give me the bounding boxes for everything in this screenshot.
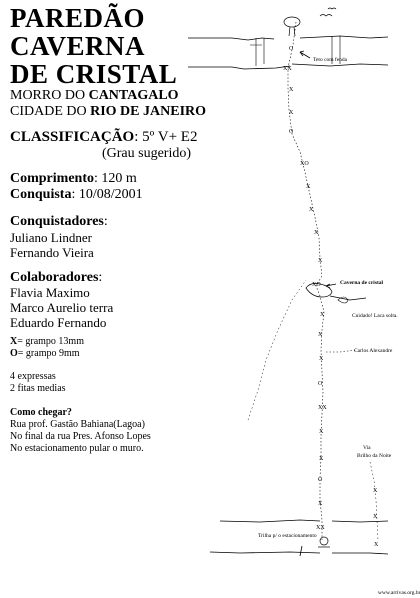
bolt-x: X xyxy=(318,258,323,264)
brilho-route-line xyxy=(370,462,378,540)
conqueror-name: Fernando Vieira xyxy=(10,245,94,260)
directions-line: No final da rua Pres. Afonso Lopes xyxy=(10,431,151,442)
title-line-3: DE CRISTAL xyxy=(10,59,178,89)
legend-text: = grampo 9mm xyxy=(17,348,80,359)
collaborators-suffix: : xyxy=(98,270,103,285)
conqueror-name: Juliano Lindner xyxy=(10,230,92,245)
legend-text: = grampo 13mm xyxy=(17,336,84,347)
bolt-x: X xyxy=(320,312,325,318)
neighbor-route-line xyxy=(326,350,356,352)
collaborators-label: Colaboradores xyxy=(10,270,99,285)
collaborator-name: Flavia Maximo xyxy=(10,285,90,300)
directions-heading: Como chegar? xyxy=(10,407,72,418)
bolt-x: X xyxy=(306,184,311,190)
length-label: Comprimento xyxy=(10,171,94,186)
title-line-1: PAREDÃO xyxy=(10,3,145,33)
bolt-x: X xyxy=(319,356,324,362)
conquerors-suffix: : xyxy=(103,214,108,229)
ascent-value: : 10/08/2001 xyxy=(71,187,143,202)
directions-line: No estacionamento pular o muro. xyxy=(10,443,144,454)
label-loose-rock: Cuidado! Laca solta. xyxy=(352,313,398,319)
bolt-o: O xyxy=(318,477,323,483)
gear-item: 4 expressas xyxy=(10,371,56,382)
bolt-x: X xyxy=(319,456,324,462)
bolt-x: X xyxy=(314,230,319,236)
label-via: Via xyxy=(363,445,371,451)
bolt-o: O xyxy=(318,381,323,387)
tree-icon xyxy=(284,17,300,36)
bolt-o: O xyxy=(289,129,294,135)
location-city: RIO DE JANEIRO xyxy=(90,104,207,119)
approach-path xyxy=(248,280,306,420)
bolt-x: X xyxy=(319,429,324,435)
birds-icon xyxy=(320,8,336,16)
bolt-x: X xyxy=(373,514,378,520)
bolt-xx: XX xyxy=(316,525,325,531)
label-roof-crack: Teto com fenda xyxy=(313,57,348,63)
label-carlos: Carlos Alexandre xyxy=(354,348,393,354)
credit-text: www.arrivas.org.br xyxy=(378,590,420,596)
bolt-x: X xyxy=(318,332,323,338)
bolt-xx: XX xyxy=(318,405,327,411)
classification-label: CLASSIFICAÇÃO xyxy=(10,129,135,145)
bolt-xo: XO xyxy=(312,282,321,288)
legend-symbol: O xyxy=(10,348,18,359)
classification-value: : 5º V+ E2 xyxy=(134,129,198,145)
ascent-label: Conquista xyxy=(10,187,72,202)
gear-item: 2 fitas medias xyxy=(10,383,66,394)
bolt-x: X xyxy=(309,207,314,213)
route-line xyxy=(288,22,324,540)
legend-symbol: X xyxy=(10,336,18,347)
directions-line: Rua prof. Gastão Bahiana(Lagoa) xyxy=(10,419,145,430)
bolt-x: X xyxy=(318,501,323,507)
collaborator-name: Marco Aurelio terra xyxy=(10,300,114,315)
bolt-markers xyxy=(283,46,379,548)
classification-note: (Grau sugerido) xyxy=(102,146,192,161)
bolt-xx: XX xyxy=(283,66,292,72)
bolt-x: X xyxy=(373,488,378,494)
location-mountain: CANTAGALO xyxy=(88,88,179,103)
conquerors-label: Conquistadores xyxy=(10,214,104,229)
location-prefix-1: MORRO DO xyxy=(10,88,86,103)
bolt-xo: XO xyxy=(300,161,309,167)
label-brilho: Brilho da Noite xyxy=(357,453,392,459)
location-prefix-2: CIDADE DO xyxy=(10,104,87,119)
pointer-arrows xyxy=(300,51,336,288)
bolt-x: X xyxy=(374,542,379,548)
bolt-x: X xyxy=(289,110,294,116)
length-value: : 120 m xyxy=(94,171,137,186)
label-trail: Trilha p/ o estacionamento xyxy=(258,533,317,539)
top-ground xyxy=(188,36,388,69)
trail-figure-icon xyxy=(318,537,330,547)
bolt-x: X xyxy=(289,87,294,93)
collaborator-name: Eduardo Fernando xyxy=(10,315,107,330)
bolt-o: O xyxy=(289,46,294,52)
label-crystal-cave: Caverna de cristal xyxy=(340,280,384,286)
title-line-2: CAVERNA xyxy=(10,31,146,61)
